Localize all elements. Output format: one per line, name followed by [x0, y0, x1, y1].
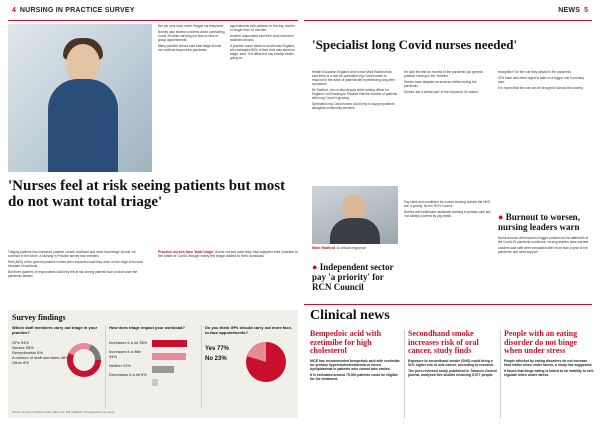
survey-q1-donut [66, 342, 102, 378]
survey-divider-1 [105, 325, 106, 409]
pay-article-body: Pay rates and conditions for nurses working outside the NHS are 'a priority' for the RCN Council. Nurses and healthcare assistants working in primary care are 'not always covered by pay deals'. [404, 200, 491, 218]
photo-caption: Practice nurses face 'total triage' Some nurses said they had adapted their practice in the wake of Covid, though many felt triage added to their workload. [158, 250, 298, 259]
left-section-label: NURSING IN PRACTICE SURVEY [19, 6, 135, 14]
nurse-photo [8, 24, 152, 172]
right-header-rule [304, 20, 592, 21]
right-article-col-3: recognition' for the role they played in the pandemic. GPs have also been urged to take on a bigger role in primary care. It is hoped that the role can be brought in across the country. [498, 70, 585, 90]
survey-q3-pie [244, 340, 288, 384]
clinical-news-card-1 [310, 330, 400, 420]
right-page-header [300, 0, 592, 20]
survey-divider-2 [201, 325, 202, 409]
right-article-col-2: He said the first six months of the pandemic put general practice nursing in the 'frontline'. Nurses have adapted as services shifted during the pandemic. Nurses 'are a critical part' of the response, he added. [404, 70, 483, 94]
survey-q2-bars [152, 340, 196, 392]
survey-findings-box [8, 310, 298, 418]
burnout-headline: ● Burnout to worsen, nursing leaders warn [498, 212, 580, 232]
clinical-card-text: NICE has recommended bempedoic acid with ezetimibe for primary hypercholesterolaemia or mixed dyslipidaemia in patients who cannot take statins. It is estimated around 75,000 patients could be eligible for the treatment. [310, 358, 400, 382]
survey-title: Survey findings [12, 313, 66, 322]
mug-caption: Mark Radford 'A critical response' [312, 246, 367, 250]
clinical-divider-2 [500, 330, 501, 418]
clinical-card-text: Exposure to secondhand smoke (SHS) could bring a 51% higher risk of oral cancer, according to research. The peer-reviewed study, published in Tobacco Control journal, analysed five studies involving 6,977 people. [408, 358, 497, 378]
left-article-col-1: Triaging patients has increased practice nurses' workload and most 'total triage' should not continue in the future, a Nursing in Practice survey has revealed. Half (48%) of the general practice nurses who responded said they were on the edge of burnout because of workload. But three-quarters of respondents said they felt at risk seeing patients face to face since the pandemic started. [8, 250, 144, 278]
right-article-col-1: Health Education England chief nurse Mark Radford has said there is a role for specialist long Covid nurses to respond to the wave of patients still experiencing long-term symptoms. Mr Radford, who is also deputy chief nursing officer for England, told Nursing in Practice that the number of patients with long Covid is growing. Specialist long Covid nurses could help to support patients alongside community services. [312, 70, 398, 110]
bullet-icon: ● [312, 262, 318, 272]
right-article-headline: 'Specialist long Covid nurses needed' [312, 37, 518, 52]
left-article-col-3: appointments with patients on the day, shorter or longer than 10 minutes. Another respondent said their work had been switched around. A practice nurse based in south east England, who estimated 80% of their time was spent on triage, said: 'It is difficult to say exactly what's going on.' [230, 24, 296, 60]
pull-quote: ● Independent sector pay 'a priority' for RCN Council [312, 262, 394, 292]
survey-question-1: Which staff members carry out triage in your practice? [12, 325, 98, 335]
clinical-divider-1 [404, 330, 405, 418]
left-page-number: 4 [12, 6, 16, 14]
clinical-card-headline: Secondhand smoke increases risk of oral cancer, study finds [408, 329, 479, 355]
right-page-number: 5 [584, 6, 588, 14]
left-page-header [8, 0, 300, 20]
left-header-rule [8, 20, 298, 21]
clinical-news-card-3 [504, 330, 594, 420]
survey-source: Source: Nursing in Practice survey. Base size: 249. Fieldwork: 20 respondents via survey. [12, 411, 115, 414]
clinical-card-text: People affected by eating disorders do not increase food intake when under stress, a study has suggested. It found that binge eating is linked to an inability to self-regulate when under stress. [504, 358, 594, 378]
right-section-label: NEWS [558, 6, 581, 14]
clinical-news-card-2 [408, 330, 498, 420]
survey-q3-no: No 23% [205, 356, 227, 362]
survey-question-2: How does triage impact your workload? [109, 325, 185, 330]
left-article-col-2: five per cent have never 'triaged via telephone'. Nurses also shared concerns about contracting Covid-19 when carrying out face-to-face or group appointments. Many practice nurses said total triage should not continue beyond the pandemic. [158, 24, 225, 52]
survey-q1-options: GPs 94% Nurses 58% Receptionists 8% A mixture of staff members 48% Other 8% [12, 340, 69, 365]
clinical-news-rule [304, 304, 592, 305]
clinical-card-headline: People with an eating disorder do not binge when under stress [504, 329, 578, 355]
clinical-news-title: Clinical news [310, 308, 390, 323]
bullet-icon: ● [498, 212, 504, 222]
survey-q3-yes: Yes 77% [205, 346, 230, 352]
survey-q2-options: Increases it a lot 35% Increases it a little 34% Neither 22% Decreases it a bit 6% [109, 340, 148, 377]
burnout-body: Nurse burnout will become a bigger problem as the aftermath of the Covid-19 pandemic continues, nursing leaders have warned. Leaders said staff were exhausted after more than a year of the pandemic and need support. [498, 236, 589, 254]
survey-question-3: Do you think GPs should carry out more face-to-face appointments? [205, 325, 293, 335]
mark-radford-photo [312, 186, 398, 244]
left-article-headline: 'Nurses feel at risk seeing patients but most do not want total triage' [8, 178, 286, 210]
clinical-card-headline: Bempedoic acid with ezetimibe for high cholesterol [310, 329, 382, 355]
